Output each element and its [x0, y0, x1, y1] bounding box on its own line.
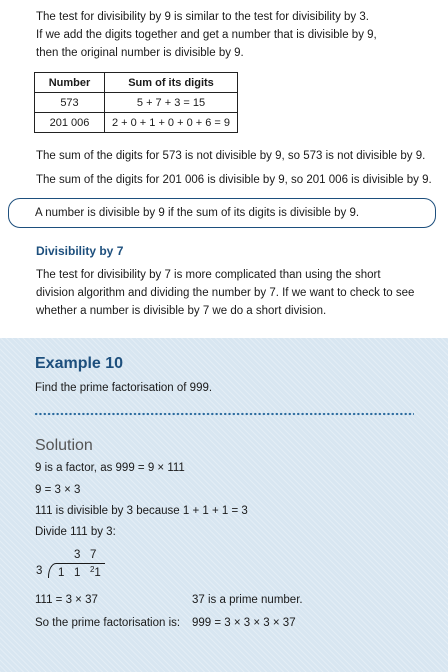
division-quotient: 3 7 — [74, 549, 97, 561]
table-header-number: Number — [35, 73, 105, 93]
solution-line-3: 111 is divisible by 3 because 1 + 1 + 1 = 3 — [35, 505, 248, 517]
division-divisor: 3 — [36, 565, 43, 577]
div7-paragraph — [36, 266, 414, 320]
table-header-row — [35, 73, 238, 93]
div7-line-2: division algorithm and dividing the number by 7. If we want to check to see — [36, 287, 415, 299]
solution-line-4: Divide 111 by 3: — [35, 526, 116, 538]
division-dividend-digits: 1 1 — [58, 567, 90, 579]
rule-text: A number is divisible by 9 if the sum of its digits is divisible by 9. — [35, 207, 360, 219]
intro-paragraph — [36, 8, 377, 62]
after-table-line-2: The sum of the digits for 201 006 is divisible by 9, so 201 006 is divisible by 9. — [36, 174, 432, 186]
rule-callout-box — [8, 198, 436, 228]
solution-line-1: 9 is a factor, as 999 = 9 × 111 — [35, 462, 185, 474]
result-left: 111 = 3 × 37 — [35, 594, 98, 606]
dotted-divider — [34, 412, 414, 416]
intro-line-2: If we add the digits together and get a number that is divisible by 9, — [36, 29, 377, 41]
example-title: Example 10 — [35, 355, 124, 372]
division-dividend-last: 1 — [94, 567, 101, 579]
final-left: So the prime factorisation is: — [35, 617, 181, 629]
table-cell-number: 573 — [35, 93, 105, 113]
table-row — [35, 113, 238, 133]
result-right: 37 is a prime number. — [192, 594, 303, 606]
solution-line-2: 9 = 3 × 3 — [35, 484, 81, 496]
intro-line-1: The test for divisibility by 9 is similar to the test for divisibility by 3. — [36, 11, 369, 23]
intro-line-3: then the original number is divisible by 9. — [36, 47, 244, 59]
table-cell-number: 201 006 — [35, 113, 105, 133]
digit-sum-table — [34, 72, 238, 133]
div7-line-3: whether a number is divisible by 7 we do a short division. — [36, 305, 327, 317]
table-row — [35, 93, 238, 113]
table-cell-sum: 5 + 7 + 3 = 15 — [105, 93, 238, 113]
example-question: Find the prime factorisation of 999. — [35, 382, 213, 394]
table-cell-sum: 2 + 0 + 1 + 0 + 0 + 6 = 9 — [105, 113, 238, 133]
division-carry: 2 — [89, 565, 95, 574]
section-heading-divisibility-7: Divisibility by 7 — [36, 244, 124, 258]
table-header-sum: Sum of its digits — [105, 73, 238, 93]
division-dividend — [58, 565, 101, 579]
final-right: 999 = 3 × 3 × 3 × 37 — [192, 617, 296, 629]
after-table-line-1: The sum of the digits for 573 is not divisible by 9, so 573 is not divisible by 9. — [36, 150, 426, 162]
div7-line-1: The test for divisibility by 7 is more complicated than using the short — [36, 269, 381, 281]
solution-title: Solution — [35, 437, 93, 454]
